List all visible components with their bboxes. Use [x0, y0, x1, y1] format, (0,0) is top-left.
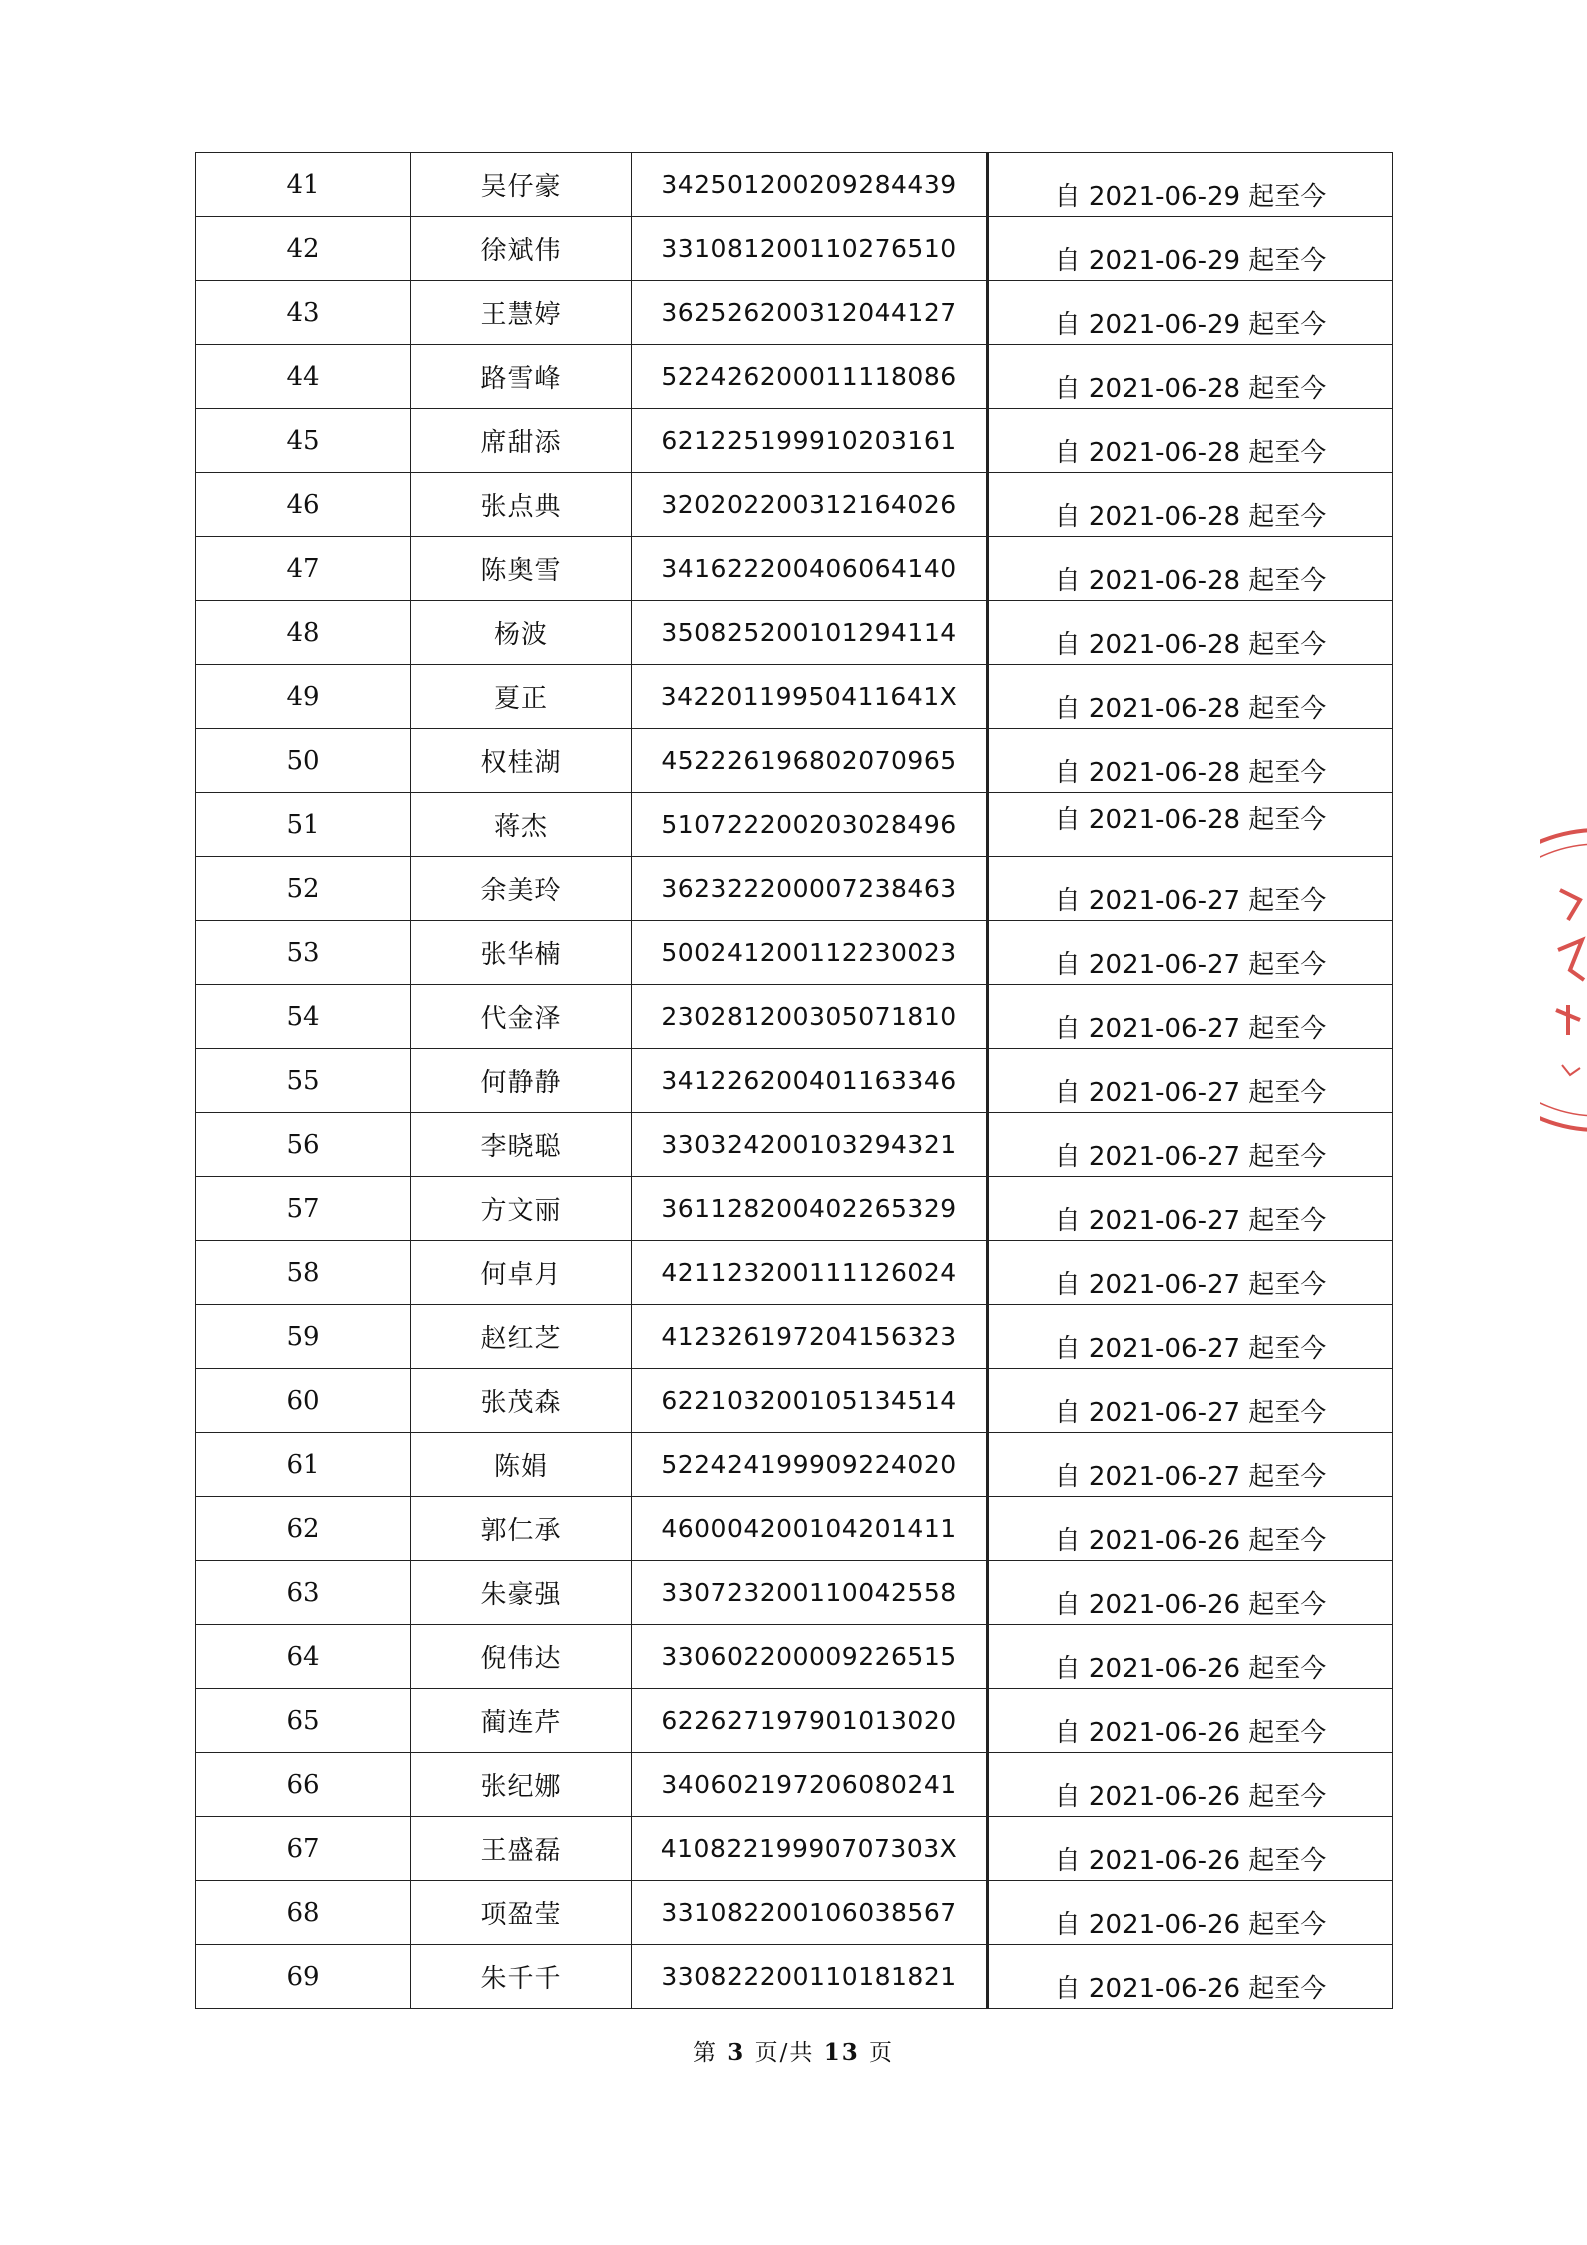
id-number-cell: [632, 1433, 988, 1497]
person-name: 张点典: [480, 492, 562, 522]
row-number: 53: [286, 937, 320, 968]
row-number: 43: [286, 297, 320, 328]
start-date-cell: [988, 1177, 1393, 1241]
id-number: 452226196802070965: [661, 746, 957, 775]
id-number: 230281200305071810: [661, 1002, 957, 1031]
row-number-cell: [196, 409, 411, 473]
row-number-cell: [196, 1049, 411, 1113]
id-number-cell: [632, 985, 988, 1049]
person-name: 陈娟: [493, 1452, 548, 1482]
seal-stamp-icon: [1540, 820, 1587, 1140]
person-name-cell: [411, 921, 632, 985]
start-date: 自 2021-06-27 起至今: [1054, 1270, 1327, 1300]
start-date: 自 2021-06-27 起至今: [1054, 1206, 1327, 1236]
person-name: 王盛磊: [480, 1836, 562, 1866]
id-number: 522426200011118086: [661, 362, 957, 391]
id-number-cell: [632, 921, 988, 985]
id-number: 330822200110181821: [661, 1962, 957, 1991]
start-date-cell: [988, 1433, 1393, 1497]
start-date-cell: [988, 921, 1393, 985]
id-number-cell: [632, 345, 988, 409]
id-number-cell: [632, 1177, 988, 1241]
id-number-cell: [632, 1945, 988, 2009]
row-number-cell: [196, 985, 411, 1049]
start-date-cell: [988, 1369, 1393, 1433]
table-row: [196, 665, 1393, 729]
footer-prefix: 第: [692, 2040, 718, 2066]
person-name: 王慧婷: [480, 300, 562, 330]
row-number: 42: [286, 233, 320, 264]
person-name-cell: [411, 857, 632, 921]
table-row: [196, 345, 1393, 409]
id-number: 362322200007238463: [661, 874, 957, 903]
start-date-cell: [988, 1049, 1393, 1113]
id-number-cell: [632, 793, 988, 857]
table-row: [196, 1433, 1393, 1497]
table-row: [196, 985, 1393, 1049]
id-number: 460004200104201411: [661, 1514, 957, 1543]
table-row: [196, 1561, 1393, 1625]
id-number-cell: [632, 1881, 988, 1945]
row-number: 58: [286, 1257, 320, 1288]
person-name: 席甜添: [480, 428, 562, 458]
id-number-cell: [632, 1241, 988, 1305]
table-row: [196, 1305, 1393, 1369]
row-number: 64: [286, 1641, 320, 1672]
start-date-cell: [988, 1753, 1393, 1817]
table-row: [196, 1625, 1393, 1689]
row-number-cell: [196, 1433, 411, 1497]
id-number: 342501200209284439: [661, 170, 957, 199]
row-number-cell: [196, 1497, 411, 1561]
start-date-cell: [988, 665, 1393, 729]
id-number-cell: [632, 153, 988, 217]
table-row: [196, 1369, 1393, 1433]
start-date: 自 2021-06-26 起至今: [1054, 1718, 1327, 1748]
row-number-cell: [196, 217, 411, 281]
row-number-cell: [196, 793, 411, 857]
person-name: 路雪峰: [480, 364, 562, 394]
page-footer: [0, 2034, 1587, 2067]
start-date: 自 2021-06-26 起至今: [1054, 1590, 1327, 1620]
start-date: 自 2021-06-27 起至今: [1054, 1398, 1327, 1428]
start-date-cell: [988, 537, 1393, 601]
table-row: [196, 1817, 1393, 1881]
person-name-cell: [411, 1881, 632, 1945]
id-number-cell: [632, 1049, 988, 1113]
person-name: 陈奥雪: [480, 556, 562, 586]
person-name: 夏正: [493, 684, 548, 714]
person-name: 代金泽: [480, 1004, 562, 1034]
row-number: 52: [286, 873, 320, 904]
start-date: 自 2021-06-28 起至今: [1054, 502, 1327, 532]
start-date: 自 2021-06-27 起至今: [1054, 1334, 1327, 1364]
start-date-cell: [988, 409, 1393, 473]
id-number-cell: [632, 409, 988, 473]
id-number-cell: [632, 1753, 988, 1817]
row-number-cell: [196, 1561, 411, 1625]
start-date: 自 2021-06-26 起至今: [1054, 1782, 1327, 1812]
start-date: 自 2021-06-28 起至今: [1054, 758, 1327, 788]
start-date: 自 2021-06-28 起至今: [1054, 566, 1327, 596]
row-number-cell: [196, 1817, 411, 1881]
row-number: 44: [286, 361, 320, 392]
row-number: 41: [286, 169, 320, 200]
person-name-cell: [411, 985, 632, 1049]
person-name-cell: [411, 473, 632, 537]
person-name-cell: [411, 1945, 632, 2009]
row-number-cell: [196, 1881, 411, 1945]
row-number: 57: [286, 1193, 320, 1224]
id-number: 412326197204156323: [661, 1322, 957, 1351]
table-row: [196, 537, 1393, 601]
start-date-cell: [988, 1497, 1393, 1561]
id-number: 320202200312164026: [661, 490, 957, 519]
person-name: 蔺连芹: [480, 1708, 562, 1738]
row-number: 67: [286, 1833, 320, 1864]
row-number-cell: [196, 1369, 411, 1433]
person-name-cell: [411, 537, 632, 601]
footer-current-page: 3: [727, 2039, 746, 2066]
footer-total-pages: 13: [823, 2039, 860, 2066]
row-number-cell: [196, 153, 411, 217]
id-number: 621225199910203161: [661, 426, 957, 455]
row-number-cell: [196, 1945, 411, 2009]
person-name: 倪伟达: [480, 1644, 562, 1674]
start-date: 自 2021-06-28 起至今: [1054, 438, 1327, 468]
person-name: 吴仔豪: [480, 172, 562, 202]
id-number-cell: [632, 729, 988, 793]
id-number: 500241200112230023: [661, 938, 957, 967]
start-date: 自 2021-06-27 起至今: [1054, 886, 1327, 916]
start-date-cell: [988, 1945, 1393, 2009]
person-name-cell: [411, 1305, 632, 1369]
start-date-cell: [988, 1241, 1393, 1305]
person-name: 朱千千: [480, 1964, 562, 1994]
person-name-cell: [411, 1497, 632, 1561]
row-number-cell: [196, 1305, 411, 1369]
start-date: 自 2021-06-26 起至今: [1054, 1526, 1327, 1556]
person-name-cell: [411, 729, 632, 793]
start-date: 自 2021-06-29 起至今: [1054, 182, 1327, 212]
table-row: [196, 601, 1393, 665]
table-row: [196, 153, 1393, 217]
person-name: 张纪娜: [480, 1772, 562, 1802]
id-number-cell: [632, 281, 988, 345]
person-name: 徐斌伟: [480, 236, 562, 266]
row-number-cell: [196, 473, 411, 537]
table-row: [196, 1753, 1393, 1817]
row-number: 54: [286, 1001, 320, 1032]
row-number: 49: [286, 681, 320, 712]
id-number: 510722200203028496: [661, 810, 957, 839]
id-number-cell: [632, 1113, 988, 1177]
start-date-cell: [988, 153, 1393, 217]
person-name-cell: [411, 1241, 632, 1305]
person-name-cell: [411, 793, 632, 857]
id-number-cell: [632, 1497, 988, 1561]
start-date-cell: [988, 281, 1393, 345]
start-date-cell: [988, 1817, 1393, 1881]
start-date-cell: [988, 793, 1393, 857]
row-number: 56: [286, 1129, 320, 1160]
start-date-cell: [988, 473, 1393, 537]
start-date: 自 2021-06-28 起至今: [1054, 630, 1327, 660]
person-name: 何卓月: [480, 1260, 562, 1290]
table-row: [196, 1241, 1393, 1305]
start-date: 自 2021-06-29 起至今: [1054, 310, 1327, 340]
table-row: [196, 1689, 1393, 1753]
person-name-cell: [411, 1177, 632, 1241]
start-date-cell: [988, 985, 1393, 1049]
row-number: 47: [286, 553, 320, 584]
start-date: 自 2021-06-27 起至今: [1054, 1014, 1327, 1044]
id-number: 330324200103294321: [661, 1130, 957, 1159]
row-number: 55: [286, 1065, 320, 1096]
id-number-cell: [632, 1305, 988, 1369]
row-number: 50: [286, 745, 320, 776]
start-date: 自 2021-06-28 起至今: [1054, 694, 1327, 724]
footer-middle: 页/共: [754, 2040, 815, 2066]
start-date: 自 2021-06-26 起至今: [1054, 1974, 1327, 2004]
person-name: 蒋杰: [493, 812, 548, 842]
row-number-cell: [196, 857, 411, 921]
table-row: [196, 921, 1393, 985]
id-number: 341622200406064140: [661, 554, 957, 583]
start-date: 自 2021-06-27 起至今: [1054, 1462, 1327, 1492]
person-name-cell: [411, 1753, 632, 1817]
id-number: 362526200312044127: [661, 298, 957, 327]
row-number-cell: [196, 1177, 411, 1241]
person-name: 方文丽: [480, 1196, 562, 1226]
start-date: 自 2021-06-28 起至今: [1054, 805, 1327, 835]
id-number-cell: [632, 473, 988, 537]
id-number-cell: [632, 1369, 988, 1433]
start-date: 自 2021-06-26 起至今: [1054, 1910, 1327, 1940]
footer-suffix: 页: [869, 2040, 895, 2066]
row-number-cell: [196, 1689, 411, 1753]
person-name-cell: [411, 665, 632, 729]
id-number-cell: [632, 217, 988, 281]
start-date-cell: [988, 1113, 1393, 1177]
id-number: 330602200009226515: [661, 1642, 957, 1671]
table-row: [196, 1945, 1393, 2009]
person-name-cell: [411, 1625, 632, 1689]
id-number: 331081200110276510: [661, 234, 957, 263]
row-number: 69: [286, 1961, 320, 1992]
id-number: 350825200101294114: [661, 618, 957, 647]
row-number: 61: [286, 1449, 320, 1480]
table-row: [196, 409, 1393, 473]
start-date-cell: [988, 1689, 1393, 1753]
row-number-cell: [196, 1625, 411, 1689]
row-number-cell: [196, 921, 411, 985]
id-number: 41082219990707303X: [660, 1834, 958, 1863]
person-name-cell: [411, 1113, 632, 1177]
table-row: [196, 1113, 1393, 1177]
id-number: 341226200401163346: [661, 1066, 957, 1095]
row-number: 65: [286, 1705, 320, 1736]
start-date: 自 2021-06-26 起至今: [1054, 1846, 1327, 1876]
person-name-cell: [411, 1561, 632, 1625]
id-number-cell: [632, 601, 988, 665]
row-number: 48: [286, 617, 320, 648]
id-number: 331082200106038567: [661, 1898, 957, 1927]
id-number: 361128200402265329: [661, 1194, 957, 1223]
start-date: 自 2021-06-28 起至今: [1054, 374, 1327, 404]
row-number-cell: [196, 601, 411, 665]
row-number: 63: [286, 1577, 320, 1608]
person-name-cell: [411, 1817, 632, 1881]
row-number: 60: [286, 1385, 320, 1416]
start-date: 自 2021-06-27 起至今: [1054, 1142, 1327, 1172]
person-name-cell: [411, 1369, 632, 1433]
id-number: 421123200111126024: [661, 1258, 957, 1287]
person-name: 余美玲: [480, 876, 562, 906]
id-number: 522424199909224020: [661, 1450, 957, 1479]
id-number: 340602197206080241: [661, 1770, 957, 1799]
start-date-cell: [988, 729, 1393, 793]
row-number-cell: [196, 345, 411, 409]
id-number-cell: [632, 1625, 988, 1689]
person-name-cell: [411, 153, 632, 217]
row-number: 62: [286, 1513, 320, 1544]
id-number-cell: [632, 857, 988, 921]
id-number: 622103200105134514: [661, 1386, 957, 1415]
row-number-cell: [196, 1753, 411, 1817]
row-number-cell: [196, 1241, 411, 1305]
table-row: [196, 473, 1393, 537]
row-number: 66: [286, 1769, 320, 1800]
person-name: 朱豪强: [480, 1580, 562, 1610]
person-name-cell: [411, 281, 632, 345]
id-number: 330723200110042558: [661, 1578, 957, 1607]
roster-table: [195, 152, 1393, 2009]
person-name-cell: [411, 1689, 632, 1753]
row-number: 51: [286, 809, 320, 840]
start-date-cell: [988, 217, 1393, 281]
start-date-cell: [988, 601, 1393, 665]
id-number-cell: [632, 665, 988, 729]
start-date: 自 2021-06-27 起至今: [1054, 1078, 1327, 1108]
start-date-cell: [988, 1561, 1393, 1625]
id-number-cell: [632, 1561, 988, 1625]
row-number: 45: [286, 425, 320, 456]
row-number: 46: [286, 489, 320, 520]
person-name-cell: [411, 409, 632, 473]
row-number-cell: [196, 1113, 411, 1177]
person-name: 赵红芝: [480, 1324, 562, 1354]
person-name: 杨波: [493, 620, 548, 650]
person-name: 权桂湖: [480, 748, 562, 778]
table-row: [196, 217, 1393, 281]
row-number: 59: [286, 1321, 320, 1352]
row-number-cell: [196, 537, 411, 601]
person-name-cell: [411, 345, 632, 409]
start-date-cell: [988, 1625, 1393, 1689]
start-date-cell: [988, 345, 1393, 409]
table-row: [196, 1497, 1393, 1561]
person-name: 张茂森: [480, 1388, 562, 1418]
table-row: [196, 793, 1393, 857]
start-date-cell: [988, 1881, 1393, 1945]
person-name-cell: [411, 601, 632, 665]
person-name: 何静静: [480, 1068, 562, 1098]
id-number: 34220119950411641X: [660, 682, 958, 711]
id-number-cell: [632, 537, 988, 601]
id-number: 622627197901013020: [661, 1706, 957, 1735]
table-row: [196, 1177, 1393, 1241]
row-number-cell: [196, 665, 411, 729]
person-name-cell: [411, 1433, 632, 1497]
row-number-cell: [196, 729, 411, 793]
table-row: [196, 857, 1393, 921]
id-number-cell: [632, 1689, 988, 1753]
table-row: [196, 1049, 1393, 1113]
person-name-cell: [411, 1049, 632, 1113]
person-name: 张华楠: [480, 940, 562, 970]
start-date-cell: [988, 1305, 1393, 1369]
start-date: 自 2021-06-26 起至今: [1054, 1654, 1327, 1684]
person-name-cell: [411, 217, 632, 281]
table-row: [196, 281, 1393, 345]
row-number: 68: [286, 1897, 320, 1928]
row-number-cell: [196, 281, 411, 345]
person-name: 李晓聪: [480, 1132, 562, 1162]
id-number-cell: [632, 1817, 988, 1881]
start-date: 自 2021-06-29 起至今: [1054, 246, 1327, 276]
table-row: [196, 729, 1393, 793]
start-date-cell: [988, 857, 1393, 921]
start-date: 自 2021-06-27 起至今: [1054, 950, 1327, 980]
person-name: 郭仁承: [480, 1516, 562, 1546]
person-name: 项盈莹: [480, 1900, 562, 1930]
roster-body: [196, 153, 1393, 2009]
table-row: [196, 1881, 1393, 1945]
